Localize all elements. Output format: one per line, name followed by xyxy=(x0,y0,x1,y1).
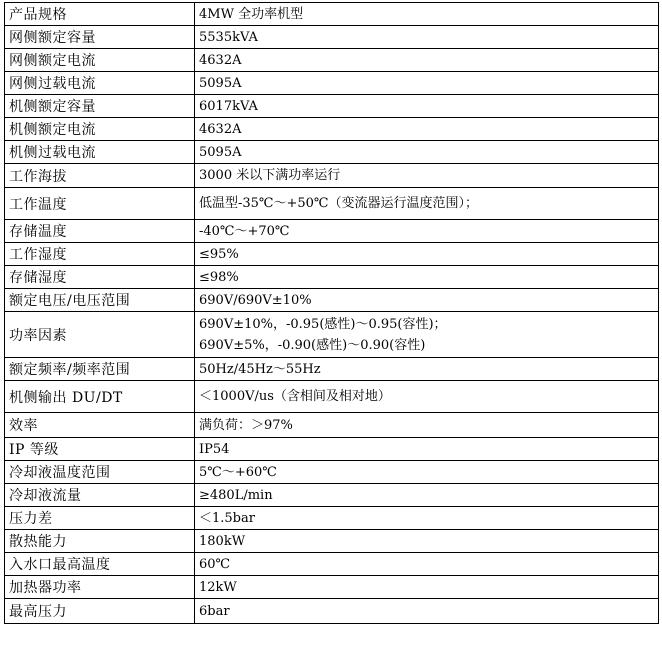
spec-label: 网侧过载电流 xyxy=(5,72,195,95)
spec-label: 入水口最高温度 xyxy=(5,553,195,576)
spec-value-line: ＜1000V/us（含相间及相对地） xyxy=(199,389,391,404)
spec-label: 机侧过载电流 xyxy=(5,141,195,164)
spec-value-line: ≤98% xyxy=(199,269,239,285)
spec-value-line: 低温型-35℃～+50℃（变流器运行温度范围）； xyxy=(199,196,478,211)
spec-value xyxy=(195,576,659,599)
spec-value xyxy=(195,118,659,141)
spec-value xyxy=(195,243,659,266)
spec-value-line: 690V±10%，-0.95(感性)～0.95(容性)； xyxy=(199,316,447,332)
spec-value-line: 50Hz/45Hz～55Hz xyxy=(199,361,321,377)
spec-row xyxy=(5,438,659,461)
spec-value-line: 60℃ xyxy=(199,556,231,572)
spec-row xyxy=(5,553,659,576)
spec-label: 产品规格 xyxy=(5,3,195,26)
spec-row xyxy=(5,576,659,599)
spec-value xyxy=(195,95,659,118)
spec-label: 机侧额定电流 xyxy=(5,118,195,141)
spec-row xyxy=(5,461,659,484)
spec-value-line: 690V/690V±10% xyxy=(199,292,312,308)
spec-label: 网侧额定电流 xyxy=(5,49,195,72)
spec-label: 加热器功率 xyxy=(5,576,195,599)
spec-label: 散热能力 xyxy=(5,530,195,553)
spec-value xyxy=(195,72,659,95)
spec-table-body xyxy=(5,3,659,624)
spec-value-line: ≤95% xyxy=(199,246,239,262)
spec-label: 工作海拔 xyxy=(5,164,195,188)
spec-value-line: -40℃～+70℃ xyxy=(199,223,290,239)
spec-row xyxy=(5,26,659,49)
spec-value-line: 满负荷：＞97% xyxy=(199,417,293,433)
spec-label: 工作湿度 xyxy=(5,243,195,266)
spec-row xyxy=(5,118,659,141)
spec-value-line: ＜1.5bar xyxy=(199,510,255,526)
spec-label: 额定电压/电压范围 xyxy=(5,289,195,312)
spec-value xyxy=(195,26,659,49)
spec-value-line: 5535kVA xyxy=(199,29,258,45)
spec-value-line: 12kW xyxy=(199,579,237,595)
spec-row xyxy=(5,243,659,266)
spec-row xyxy=(5,530,659,553)
spec-value xyxy=(195,599,659,624)
spec-label: 存储湿度 xyxy=(5,266,195,289)
spec-value-line: 5095A xyxy=(199,75,242,91)
spec-value xyxy=(195,413,659,438)
spec-label: 额定频率/频率范围 xyxy=(5,358,195,381)
spec-row xyxy=(5,599,659,624)
spec-value-line: 4632A xyxy=(199,52,242,68)
spec-label: 机侧额定容量 xyxy=(5,95,195,118)
spec-value xyxy=(195,358,659,381)
spec-value-line: 6bar xyxy=(199,603,230,619)
spec-label: IP 等级 xyxy=(5,438,195,461)
spec-label: 冷却液流量 xyxy=(5,484,195,507)
spec-value xyxy=(195,3,659,26)
spec-value xyxy=(195,266,659,289)
spec-label: 冷却液温度范围 xyxy=(5,461,195,484)
spec-row xyxy=(5,484,659,507)
spec-value xyxy=(195,381,659,413)
spec-label: 存储温度 xyxy=(5,220,195,243)
spec-table xyxy=(4,2,659,624)
spec-value-line: 5095A xyxy=(199,144,242,160)
spec-value xyxy=(195,220,659,243)
spec-row xyxy=(5,3,659,26)
spec-value xyxy=(195,507,659,530)
spec-row xyxy=(5,289,659,312)
spec-row xyxy=(5,49,659,72)
spec-row xyxy=(5,312,659,358)
spec-value-line: IP54 xyxy=(199,441,230,457)
spec-row xyxy=(5,72,659,95)
spec-value-line: 6017kVA xyxy=(199,98,258,114)
spec-value xyxy=(195,49,659,72)
spec-label: 压力差 xyxy=(5,507,195,530)
spec-value-line: 4632A xyxy=(199,121,242,137)
spec-value xyxy=(195,289,659,312)
spec-row xyxy=(5,381,659,413)
spec-label: 工作温度 xyxy=(5,188,195,220)
spec-value xyxy=(195,484,659,507)
spec-row xyxy=(5,358,659,381)
spec-row xyxy=(5,141,659,164)
spec-value xyxy=(195,553,659,576)
spec-value-line: 3000 米以下满功率运行 xyxy=(199,168,341,183)
spec-value-line: 4MW 全功率机型 xyxy=(199,6,304,22)
spec-value xyxy=(195,461,659,484)
spec-row xyxy=(5,95,659,118)
spec-row xyxy=(5,266,659,289)
spec-row xyxy=(5,188,659,220)
spec-label: 网侧额定容量 xyxy=(5,26,195,49)
spec-label: 效率 xyxy=(5,413,195,438)
spec-value-line: 690V±5%，-0.90(感性)～0.90(容性) xyxy=(199,337,426,353)
spec-label: 机侧输出 DU/DT xyxy=(5,381,195,413)
spec-value xyxy=(195,164,659,188)
spec-value-line: 5℃～+60℃ xyxy=(199,464,277,480)
spec-value xyxy=(195,312,659,358)
spec-value xyxy=(195,438,659,461)
spec-value-line: ≥480L/min xyxy=(199,487,273,503)
spec-value xyxy=(195,530,659,553)
spec-value xyxy=(195,188,659,220)
spec-row xyxy=(5,413,659,438)
spec-row xyxy=(5,220,659,243)
spec-label: 功率因素 xyxy=(5,312,195,358)
spec-value xyxy=(195,141,659,164)
spec-label: 最高压力 xyxy=(5,599,195,624)
spec-row xyxy=(5,507,659,530)
spec-row xyxy=(5,164,659,188)
spec-value-line: 180kW xyxy=(199,533,246,549)
